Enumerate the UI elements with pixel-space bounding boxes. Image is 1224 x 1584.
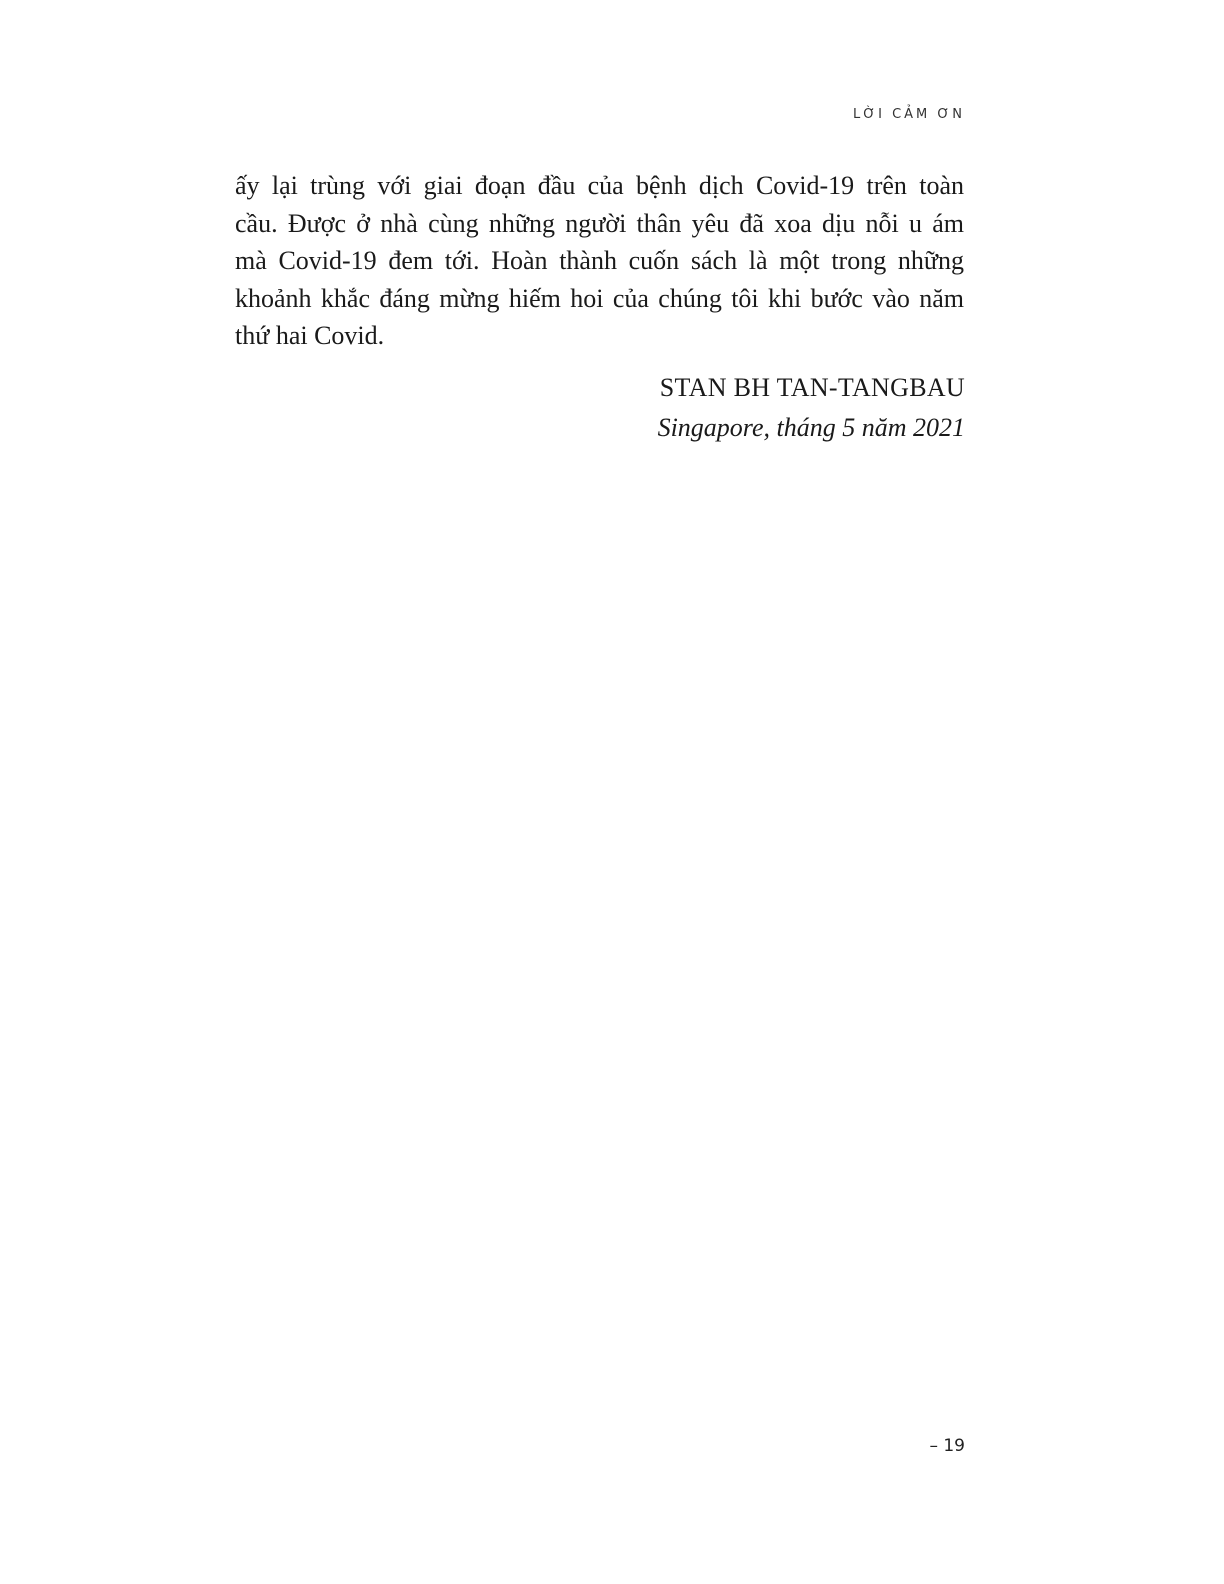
place-date: Singapore, tháng 5 năm 2021 [657, 413, 965, 442]
paragraph-line: thứ hai Covid. [235, 321, 385, 350]
paragraph-line: mà Covid-19 đem tới. Hoàn thành cuốn sách là một trong những [235, 246, 964, 275]
paragraph-line: khoảnh khắc đáng mừng hiếm hoi của chúng tôi khi bước vào năm [235, 283, 964, 313]
author-name: STAN BH TAN-TANGBAU [659, 373, 965, 402]
body-paragraph [235, 167, 964, 355]
running-header: LỜI CẢM ƠN [853, 107, 965, 122]
paragraph-line: ấy lại trùng với giai đoạn đầu của bệnh dịch Covid-19 trên toàn [235, 171, 964, 200]
signature-block [658, 368, 965, 448]
page-number: – 19 [929, 1436, 965, 1456]
paragraph-line: cầu. Được ở nhà cùng những người thân yêu đã xoa dịu nỗi u ám [235, 208, 964, 238]
